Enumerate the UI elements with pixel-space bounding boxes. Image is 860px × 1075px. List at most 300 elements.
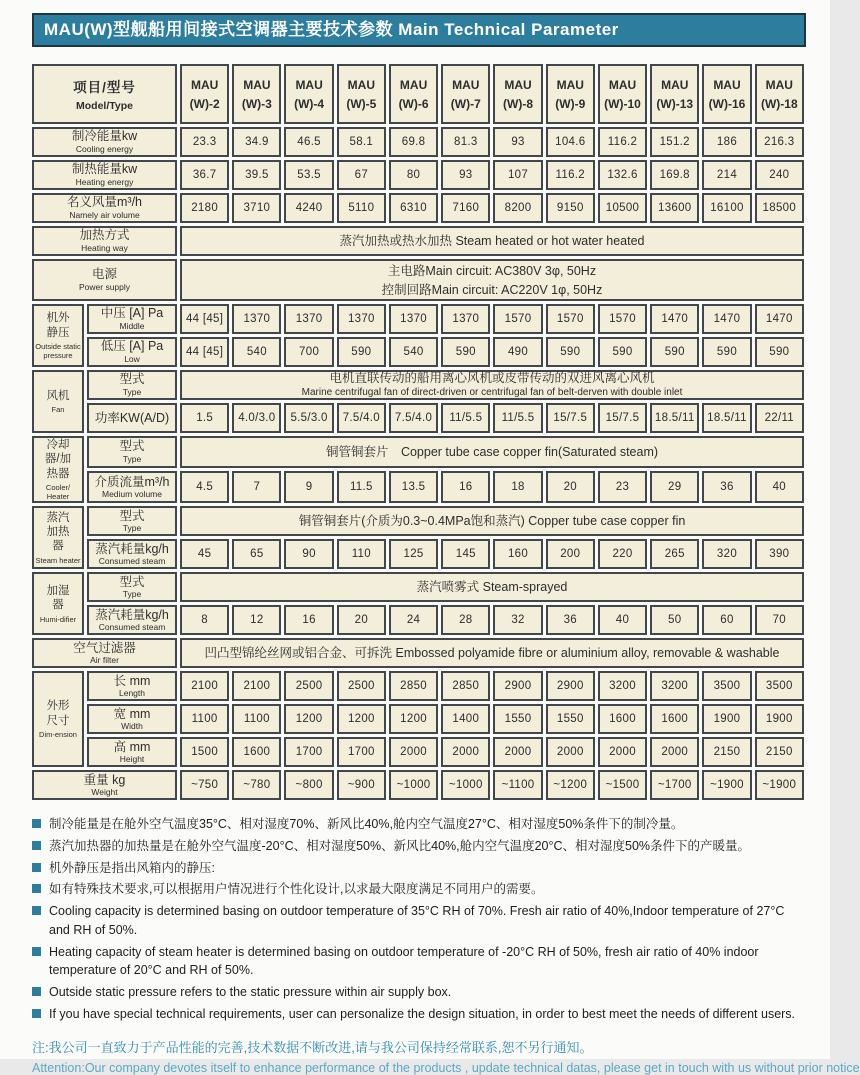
value-cell: 2850 — [389, 671, 438, 701]
value-cell: 2100 — [232, 671, 281, 701]
note-item — [32, 859, 808, 878]
span-line: 铜管铜套片(介质为0.3~0.4MPa饱和蒸汽) Copper tube case copper fin — [298, 513, 686, 528]
row-label-cell — [32, 770, 177, 800]
value-cell: 1700 — [284, 737, 333, 767]
value-cell: 2180 — [180, 193, 229, 223]
value-cell: 3500 — [755, 671, 804, 701]
value-cell: 200 — [546, 539, 595, 569]
value-cell: 9 — [284, 471, 333, 503]
span-cell — [180, 506, 804, 536]
value-cell: 1400 — [441, 704, 490, 734]
value-cell: 4240 — [284, 193, 333, 223]
row-label-cell — [32, 127, 177, 157]
note-text: 如有特殊技术要求,可以根据用户情况进行个性化设计,以求最大限度满足不同用户的需要。 — [49, 882, 544, 897]
value-cell: 93 — [441, 160, 490, 190]
value-cell: 214 — [702, 160, 751, 190]
row-label-en: Height — [119, 753, 145, 764]
model-name-line1: MAU — [295, 77, 323, 92]
span-cell — [180, 638, 804, 668]
table-row — [32, 436, 804, 468]
span-line: Marine centrifugal fan of direct-driven or centrifugal fan of belt-derven with double inlet — [301, 386, 683, 398]
value-cell: 15/7.5 — [546, 403, 595, 433]
value-cell: 12 — [232, 605, 281, 635]
row-label-zh: 蒸汽耗量kg/h — [95, 541, 169, 556]
row-label-zh: 型式 — [119, 372, 145, 387]
model-name-line1: MAU — [556, 77, 584, 92]
row-label-zh: 电源 — [92, 267, 118, 282]
value-cell: 40 — [598, 605, 647, 635]
value-cell: 2150 — [702, 737, 751, 767]
value-cell: 10500 — [598, 193, 647, 223]
row-label-en: Type — [122, 453, 142, 464]
row-label-en: Namely air volume — [69, 209, 140, 220]
note-item — [32, 837, 808, 856]
model-name-line2: (W)-7 — [450, 96, 481, 111]
row-label-en: Consumed steam — [98, 621, 166, 632]
value-cell: ~1000 — [389, 770, 438, 800]
row-label-en: Type — [122, 522, 142, 533]
model-name-line2: (W)-9 — [555, 96, 586, 111]
value-cell: 2850 — [441, 671, 490, 701]
model-header-cell — [180, 64, 229, 124]
value-cell: 2000 — [650, 737, 699, 767]
value-cell: 36 — [702, 471, 751, 503]
value-cell: 2500 — [337, 671, 386, 701]
value-cell: 7 — [232, 471, 281, 503]
value-cell: 1.5 — [180, 403, 229, 433]
value-cell: 18.5/11 — [702, 403, 751, 433]
value-cell: 40 — [755, 471, 804, 503]
row-label-zh: 型式 — [119, 439, 145, 454]
note-bullet-square-icon — [32, 947, 41, 956]
group-cell — [32, 304, 84, 367]
group-cell — [32, 370, 84, 433]
note-bullet-square-icon — [32, 863, 41, 872]
model-header-cell — [650, 64, 699, 124]
value-cell: 132.6 — [598, 160, 647, 190]
table-row — [32, 539, 804, 569]
model-name-line2: (W)-3 — [241, 96, 272, 111]
group-label-zh: 机外静压 — [46, 312, 70, 339]
model-name-line2: (W)-5 — [346, 96, 377, 111]
model-header-cell — [702, 64, 751, 124]
model-name-line2: (W)-18 — [760, 96, 798, 111]
page-title: MAU(W)型舰船用间接式空调器主要技术参数 Main Technical Parameter — [32, 13, 806, 47]
row-label-cell — [32, 638, 177, 668]
corner-cell — [32, 64, 177, 124]
row-label-en: Heating way — [81, 242, 128, 253]
footer-note-zh: 注:我公司一直致力于产品性能的完善,技术数据不断改进,请与我公司保持经常联系,恕不另行通知。 — [32, 1039, 593, 1055]
model-name-line1: MAU — [399, 77, 428, 92]
group-label-en: Cooler/ Heater — [45, 483, 71, 502]
note-text: 机外静压是指出风箱内的静压: — [49, 860, 215, 875]
model-name-line2: (W)-16 — [708, 96, 746, 111]
value-cell: 9150 — [546, 193, 595, 223]
model-header-cell — [232, 64, 281, 124]
value-cell: 1370 — [232, 304, 281, 334]
value-cell: 50 — [650, 605, 699, 635]
table-row — [32, 572, 804, 602]
value-cell: 2100 — [180, 671, 229, 701]
value-cell: 34.9 — [232, 127, 281, 157]
corner-label-zh: 项目/型号 — [73, 80, 136, 95]
table-row — [32, 160, 804, 190]
value-cell: ~1000 — [441, 770, 490, 800]
table-row — [32, 471, 804, 503]
value-cell: 590 — [546, 337, 595, 367]
value-cell: 590 — [755, 337, 804, 367]
value-cell: 22/11 — [755, 403, 804, 433]
group-label-zh: 风机 — [46, 389, 70, 402]
row-label-cell — [87, 671, 177, 701]
row-label-en: Air filter — [90, 654, 119, 665]
row-label-cell — [87, 370, 177, 400]
value-cell: 116.2 — [546, 160, 595, 190]
row-label-zh: 名义风量m³/h — [67, 195, 143, 210]
group-label-en: Outside static pressure — [35, 341, 81, 360]
table-row — [32, 638, 804, 668]
note-bullet-square-icon — [32, 841, 41, 850]
value-cell: 13.5 — [389, 471, 438, 503]
value-cell: 23 — [598, 471, 647, 503]
row-label-en: Weight — [91, 786, 118, 797]
value-cell: ~800 — [284, 770, 333, 800]
row-label-cell — [87, 337, 177, 367]
row-label-zh: 制冷能量kw — [71, 129, 138, 144]
value-cell: 186 — [702, 127, 751, 157]
value-cell: ~1700 — [650, 770, 699, 800]
table-row — [32, 403, 804, 433]
header-row — [32, 64, 804, 124]
value-cell: 1550 — [546, 704, 595, 734]
value-cell: 2150 — [755, 737, 804, 767]
value-cell: 590 — [702, 337, 751, 367]
table-row — [32, 370, 804, 400]
value-cell: 29 — [650, 471, 699, 503]
value-cell: 36.7 — [180, 160, 229, 190]
group-label-en: Dim-ension — [39, 730, 77, 739]
row-label-en: Medium volume — [102, 488, 162, 499]
note-text: Cooling capacity is determined basing on outdoor temperature of 35°C RH of 70%. Fresh air ratio of 40%,Indoor temperature of 27°C and RH of 50%. — [49, 904, 785, 937]
row-label-zh: 重量 kg — [83, 772, 126, 787]
value-cell: 1500 — [180, 737, 229, 767]
value-cell: 1900 — [755, 704, 804, 734]
value-cell: 1470 — [755, 304, 804, 334]
row-label-en: Length — [119, 687, 145, 698]
value-cell: 44 [45] — [180, 304, 229, 334]
value-cell: 2000 — [441, 737, 490, 767]
value-cell: 53.5 — [284, 160, 333, 190]
value-cell: 1570 — [546, 304, 595, 334]
value-cell: 2900 — [546, 671, 595, 701]
value-cell: 5.5/3.0 — [284, 403, 333, 433]
value-cell: 93 — [493, 127, 542, 157]
value-cell: 3200 — [598, 671, 647, 701]
value-cell: ~1500 — [598, 770, 647, 800]
value-cell: 1470 — [702, 304, 751, 334]
span-line: 铜管铜套片 Copper tube case copper fin(Saturated steam) — [325, 444, 659, 459]
value-cell: 3710 — [232, 193, 281, 223]
value-cell: 8 — [180, 605, 229, 635]
value-cell: 5110 — [337, 193, 386, 223]
value-cell: 36 — [546, 605, 595, 635]
value-cell: 18.5/11 — [650, 403, 699, 433]
value-cell: 3200 — [650, 671, 699, 701]
row-label-zh: 介质流量m³/h — [94, 474, 170, 489]
model-name-line2: (W)-2 — [189, 96, 220, 111]
value-cell: 18500 — [755, 193, 804, 223]
note-item — [32, 815, 808, 834]
row-label-cell — [87, 304, 177, 334]
value-cell: ~900 — [337, 770, 386, 800]
span-part: 主电路Main circuit: AC380V 3φ, 50Hz — [387, 264, 597, 278]
span-line: 蒸汽喷雾式 Steam-sprayed — [416, 579, 568, 594]
row-label-zh: 蒸汽耗量kg/h — [95, 607, 169, 622]
value-cell: 45 — [180, 539, 229, 569]
value-cell: 700 — [284, 337, 333, 367]
value-cell: 2000 — [389, 737, 438, 767]
row-label-zh: 空气过滤器 — [73, 640, 136, 655]
value-cell: ~1200 — [546, 770, 595, 800]
value-cell: 1370 — [337, 304, 386, 334]
value-cell: 1600 — [598, 704, 647, 734]
model-name-line1: MAU — [504, 77, 532, 92]
row-label-cell — [87, 539, 177, 569]
row-label-zh: 低压 [A] Pa — [100, 339, 164, 354]
row-label-cell — [87, 704, 177, 734]
value-cell: 32 — [493, 605, 542, 635]
value-cell: 60 — [702, 605, 751, 635]
value-cell: 1370 — [284, 304, 333, 334]
value-cell: 110 — [337, 539, 386, 569]
corner-label-en: Model/Type — [76, 100, 133, 112]
table-row — [32, 259, 804, 301]
model-name-line1: MAU — [452, 77, 480, 92]
value-cell: 220 — [598, 539, 647, 569]
value-cell: 1570 — [598, 304, 647, 334]
model-header-cell — [389, 64, 438, 124]
value-cell: 80 — [389, 160, 438, 190]
row-label-en: Low — [124, 353, 140, 364]
note-item — [32, 902, 808, 940]
value-cell: 16 — [441, 471, 490, 503]
value-cell: 65 — [232, 539, 281, 569]
note-bullet-square-icon — [32, 1009, 41, 1018]
note-item — [32, 1005, 808, 1024]
group-label-zh: 冷却器/加热器 — [44, 439, 72, 480]
notes-list — [32, 815, 808, 1024]
value-cell: 1700 — [337, 737, 386, 767]
model-name-line2: (W)-6 — [398, 96, 429, 111]
table-row — [32, 506, 804, 536]
value-cell: 2000 — [598, 737, 647, 767]
value-cell: 7.5/4.0 — [389, 403, 438, 433]
value-cell: 8200 — [493, 193, 542, 223]
value-cell: 16 — [284, 605, 333, 635]
value-cell: 151.2 — [650, 127, 699, 157]
value-cell: 125 — [389, 539, 438, 569]
table-row — [32, 605, 804, 635]
span-cell — [180, 572, 804, 602]
value-cell: 28 — [441, 605, 490, 635]
row-label-cell — [87, 737, 177, 767]
value-cell: 16100 — [702, 193, 751, 223]
value-cell: 490 — [493, 337, 542, 367]
span-cell — [180, 370, 804, 400]
table-row — [32, 304, 804, 334]
value-cell: 2900 — [493, 671, 542, 701]
row-label-cell — [87, 506, 177, 536]
value-cell: 107 — [493, 160, 542, 190]
model-name-line2: (W)-10 — [604, 96, 641, 111]
value-cell: 11.5 — [337, 471, 386, 503]
row-label-cell — [32, 226, 177, 256]
value-cell: 20 — [546, 471, 595, 503]
note-text: Outside static pressure refers to the static pressure within air supply box. — [49, 985, 452, 1000]
group-cell — [32, 436, 84, 503]
model-name-line1: MAU — [347, 77, 375, 92]
value-cell: 590 — [650, 337, 699, 367]
value-cell: 2500 — [284, 671, 333, 701]
row-label-zh: 型式 — [119, 508, 145, 523]
span-line: 凹凸型锦纶丝网或铝合金、可拆洗 Embossed polyamide fibre or aluminium alloy, removable & washable — [204, 645, 780, 660]
value-cell: 1200 — [337, 704, 386, 734]
group-label-zh: 外形尺寸 — [46, 700, 70, 727]
value-cell: ~1100 — [493, 770, 542, 800]
value-cell: 160 — [493, 539, 542, 569]
row-label-zh: 加热方式 — [79, 228, 130, 243]
value-cell: 1100 — [232, 704, 281, 734]
value-cell: 67 — [337, 160, 386, 190]
table-row — [32, 193, 804, 223]
note-item — [32, 943, 808, 981]
row-label-zh: 制热能量kw — [71, 162, 138, 177]
model-header-cell — [546, 64, 595, 124]
table-row — [32, 770, 804, 800]
value-cell: 590 — [598, 337, 647, 367]
value-cell: ~1900 — [702, 770, 751, 800]
row-label-en: Consumed steam — [98, 555, 166, 566]
value-cell: 20 — [337, 605, 386, 635]
footer-note-en: Attention:Our company devotes itself to enhance performance of the products , update technical datas, please get in touch with us without prior notice — [32, 1060, 860, 1075]
table-row — [32, 226, 804, 256]
row-label-cell — [32, 259, 177, 301]
value-cell: 39.5 — [232, 160, 281, 190]
value-cell: 18 — [493, 471, 542, 503]
note-bullet-square-icon — [32, 819, 41, 828]
group-label-en: Steam heater — [35, 555, 81, 565]
model-header-cell — [441, 64, 490, 124]
value-cell: 58.1 — [337, 127, 386, 157]
row-label-zh: 功率KW(A/D) — [94, 410, 170, 425]
span-cell — [180, 226, 804, 256]
value-cell: 2000 — [546, 737, 595, 767]
value-cell: 145 — [441, 539, 490, 569]
table-row — [32, 671, 804, 701]
value-cell: ~1900 — [755, 770, 804, 800]
row-label-en: Heating energy — [75, 176, 134, 187]
group-cell — [32, 572, 84, 635]
model-header-cell — [337, 64, 386, 124]
value-cell: 169.8 — [650, 160, 699, 190]
model-name-line2: (W)-4 — [294, 96, 325, 111]
value-cell: 46.5 — [284, 127, 333, 157]
value-cell: 23.3 — [180, 127, 229, 157]
model-header-cell — [493, 64, 542, 124]
model-name-line1: MAU — [713, 77, 741, 92]
value-cell: 2000 — [493, 737, 542, 767]
note-bullet-square-icon — [32, 987, 41, 996]
group-label-en: Fan — [51, 405, 65, 415]
row-label-cell — [87, 471, 177, 503]
value-cell: 11/5.5 — [493, 403, 542, 433]
row-label-zh: 宽 mm — [113, 706, 151, 721]
value-cell: 15/7.5 — [598, 403, 647, 433]
span-cell — [180, 436, 804, 468]
row-label-cell — [87, 403, 177, 433]
value-cell: 1550 — [493, 704, 542, 734]
value-cell: 90 — [284, 539, 333, 569]
model-header-cell — [284, 64, 333, 124]
value-cell: 4.5 — [180, 471, 229, 503]
note-bullet-square-icon — [32, 884, 41, 893]
group-cell — [32, 671, 84, 767]
row-label-cell — [87, 436, 177, 468]
value-cell: 1600 — [650, 704, 699, 734]
note-text: 蒸汽加热器的加热量是在舱外空气温度-20°C、相对湿度50%、新风比40%,舱内空气温度20°C、相对湿度50%条件下的产暖量。 — [49, 838, 751, 853]
value-cell: 7.5/4.0 — [337, 403, 386, 433]
row-label-cell — [32, 193, 177, 223]
row-label-zh: 高 mm — [113, 739, 151, 754]
model-header-cell — [598, 64, 647, 124]
value-cell: 13600 — [650, 193, 699, 223]
value-cell: 24 — [389, 605, 438, 635]
table-row — [32, 737, 804, 767]
spec-table — [29, 61, 807, 803]
value-cell: 1600 — [232, 737, 281, 767]
row-label-cell — [32, 160, 177, 190]
group-cell — [32, 506, 84, 569]
model-name-line1: MAU — [765, 77, 793, 92]
value-cell: 44 [45] — [180, 337, 229, 367]
row-label-en: Width — [121, 720, 143, 731]
note-item — [32, 983, 808, 1002]
model-name-line2: (W)-13 — [656, 96, 694, 111]
table-row — [32, 337, 804, 367]
value-cell: 1900 — [702, 704, 751, 734]
row-label-en: Middle — [119, 320, 145, 331]
model-name-line1: MAU — [608, 77, 637, 92]
value-cell: 1200 — [284, 704, 333, 734]
row-label-en: Cooling energy — [75, 143, 134, 154]
note-bullet-square-icon — [32, 906, 41, 915]
note-text: If you have special technical requirements, user can personalize the design situation, in order to best meet the needs of different users. — [49, 1006, 796, 1021]
value-cell: 1570 — [493, 304, 542, 334]
value-cell: 265 — [650, 539, 699, 569]
footer-note — [32, 1037, 860, 1075]
span-cell — [180, 259, 804, 301]
value-cell: 320 — [702, 539, 751, 569]
value-cell: 116.2 — [598, 127, 647, 157]
value-cell: 590 — [337, 337, 386, 367]
row-label-zh: 长 mm — [113, 673, 151, 688]
table-row — [32, 704, 804, 734]
value-cell: 1200 — [389, 704, 438, 734]
value-cell: 69.8 — [389, 127, 438, 157]
note-text: Heating capacity of steam heater is determined basing on outdoor temperature of -20°C RH of 50%, fresh air ratio of 40% indoor temperature of 20°C and RH of 50%. — [49, 944, 759, 978]
value-cell: 1100 — [180, 704, 229, 734]
value-cell: 1470 — [650, 304, 699, 334]
